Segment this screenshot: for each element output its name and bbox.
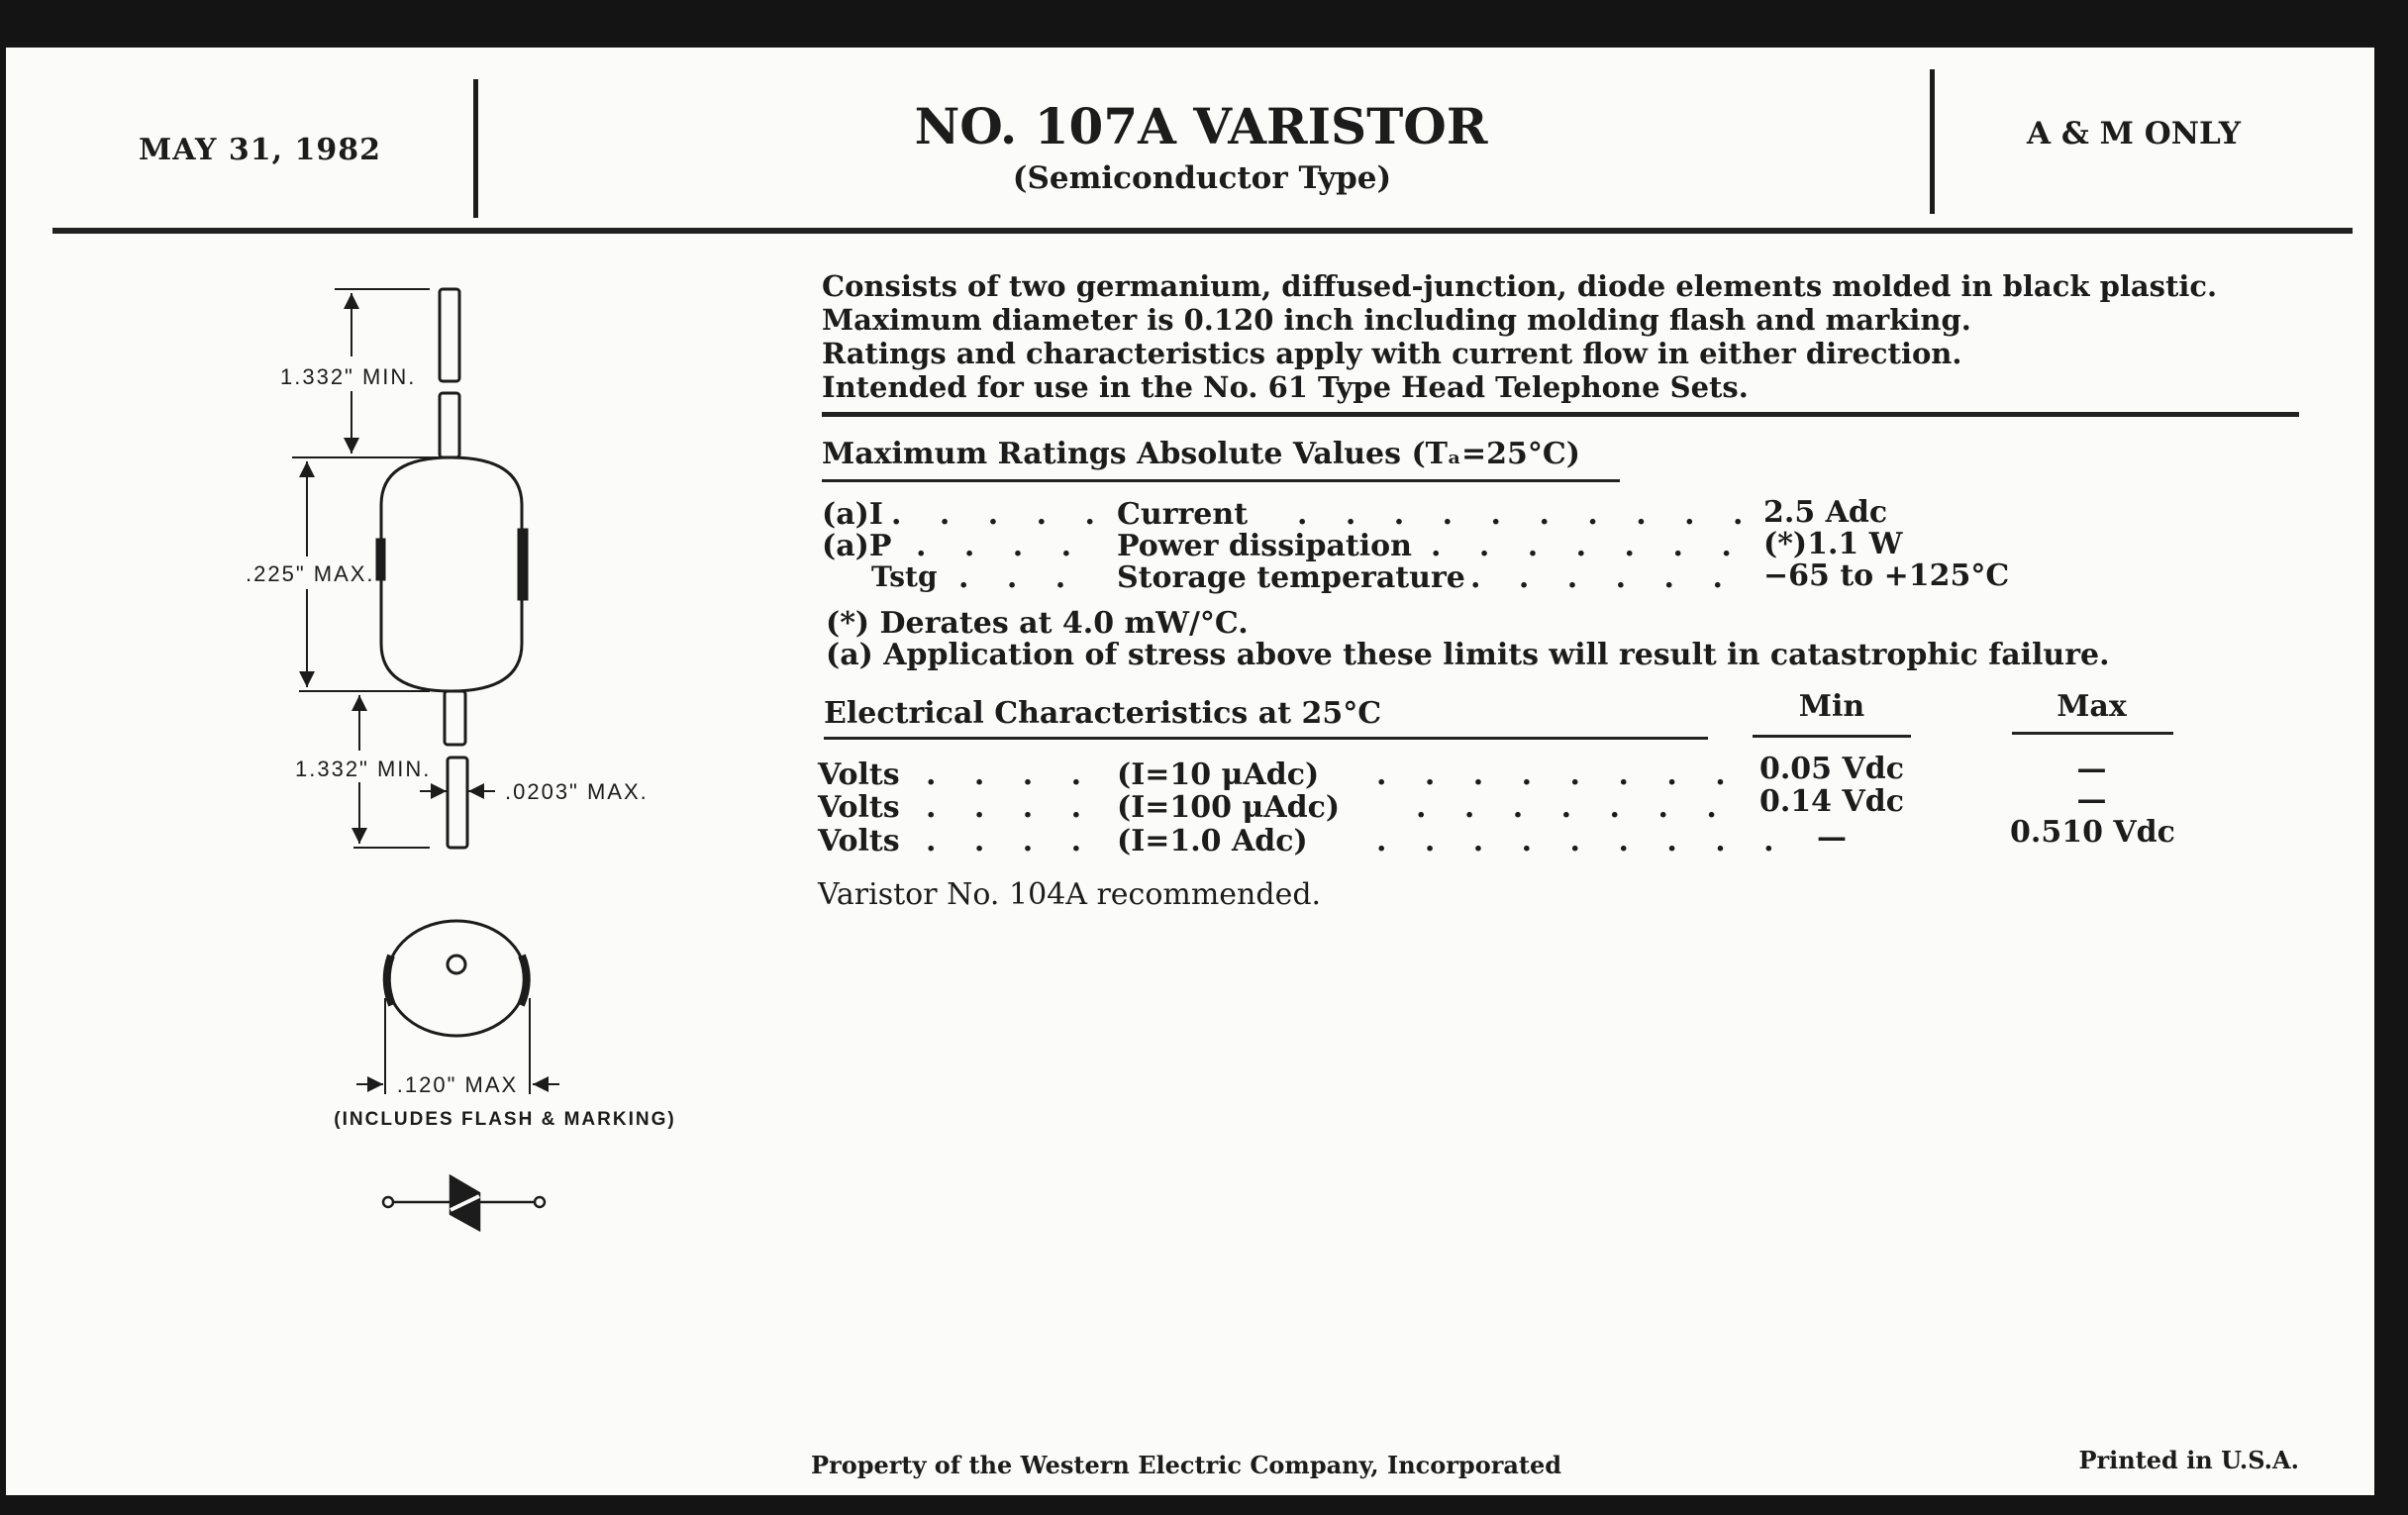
description-line: Maximum diameter is 0.120 inch including molding flash and marking.	[822, 303, 1971, 337]
param: Volts	[818, 824, 900, 858]
description-line: Intended for use in the No. 61 Type Head Telephone Sets.	[822, 370, 1749, 404]
max-ratings-heading: Maximum Ratings Absolute Values (Tₐ=25°C)	[822, 437, 1580, 471]
title-text: NO. 107A VARISTOR	[914, 97, 1488, 155]
max-value: —	[2076, 752, 2107, 786]
rating-value: (*)1.1 W	[1763, 527, 1903, 561]
leader-dots: . . . .	[926, 790, 1096, 825]
min-value: 0.05 Vdc	[1758, 752, 1905, 786]
param: Volts	[818, 790, 900, 825]
body-length-label: .225" MAX.	[246, 561, 375, 586]
bottom-lead-length-label: 1.332" MIN.	[295, 757, 432, 781]
varistor-symbol-icon	[383, 1176, 545, 1230]
leader-dots: . . . . . . .	[1431, 529, 1746, 563]
max-value: 0.510 Vdc	[2010, 815, 2175, 850]
rating-name: Current	[1117, 497, 1249, 532]
rating-symbol: Tstg	[871, 560, 938, 593]
leader-dots: . . . . . . . . .	[1376, 824, 1788, 858]
issue-date: MAY 31, 1982	[139, 133, 381, 167]
min-column-header: Min	[1798, 689, 1865, 724]
max-value: —	[2076, 782, 2107, 817]
condition: (I=10 μAdc)	[1117, 758, 1320, 792]
rating-name: Storage temperature	[1117, 560, 1465, 595]
description-line: Ratings and characteristics apply with current flow in either direction.	[822, 337, 1962, 370]
printed-in-label: Printed in U.S.A.	[2078, 1446, 2299, 1474]
description-line: Consists of two germanium, diffused-junction, diode elements molded in black plastic.	[822, 269, 2218, 303]
rating-name: Power dissipation	[1117, 529, 1412, 563]
electrical-heading: Electrical Characteristics at 25°C	[824, 696, 1382, 731]
param: Volts	[818, 758, 900, 792]
min-value: 0.14 Vdc	[1758, 784, 1905, 819]
top-lead-length-label: 1.332" MIN.	[280, 364, 417, 389]
derating-note: (*) Derates at 4.0 mW/°C.	[826, 606, 1249, 641]
min-value: —	[1817, 820, 1847, 855]
property-notice: Property of the Western Electric Company, Incorporated	[811, 1451, 1562, 1479]
leader-dots: . . . . . . . .	[1376, 758, 1740, 792]
lead-diameter-label: .0203" MAX.	[505, 779, 649, 804]
leader-dots: . . . . . . .	[1416, 790, 1731, 825]
leader-dots: . . . .	[926, 824, 1096, 858]
page-subtitle: (Semiconductor Type)	[1012, 160, 1392, 196]
diameter-note: (INCLUDES FLASH & MARKING)	[334, 1109, 676, 1130]
leader-dots: . . . .	[926, 758, 1096, 792]
rating-symbol: (a)P	[822, 529, 892, 563]
rating-value: −65 to +125°C	[1763, 558, 2010, 593]
rating-value: 2.5 Adc	[1763, 495, 1888, 530]
restriction-label: A & M ONLY	[2026, 116, 2242, 152]
leader-dots: . . .	[958, 560, 1080, 595]
leader-dots: . . . . . .	[1470, 560, 1737, 595]
max-column-header: Max	[2057, 689, 2127, 724]
leader-dots: . . . . .	[891, 497, 1109, 532]
varistor-end-view	[356, 921, 559, 1094]
stress-note: (a) Application of stress above these limits will result in catastrophic failure.	[826, 638, 2110, 672]
condition: (I=100 μAdc)	[1117, 790, 1341, 825]
rating-symbol: (a)I	[822, 497, 883, 532]
recommendation: Varistor No. 104A recommended.	[818, 877, 1322, 912]
condition: (I=1.0 Adc)	[1117, 824, 1308, 858]
leader-dots: . . . .	[916, 529, 1086, 563]
diameter-label: .120" MAX	[396, 1072, 519, 1097]
leader-dots: . . . . . . . . . .	[1297, 497, 1757, 532]
